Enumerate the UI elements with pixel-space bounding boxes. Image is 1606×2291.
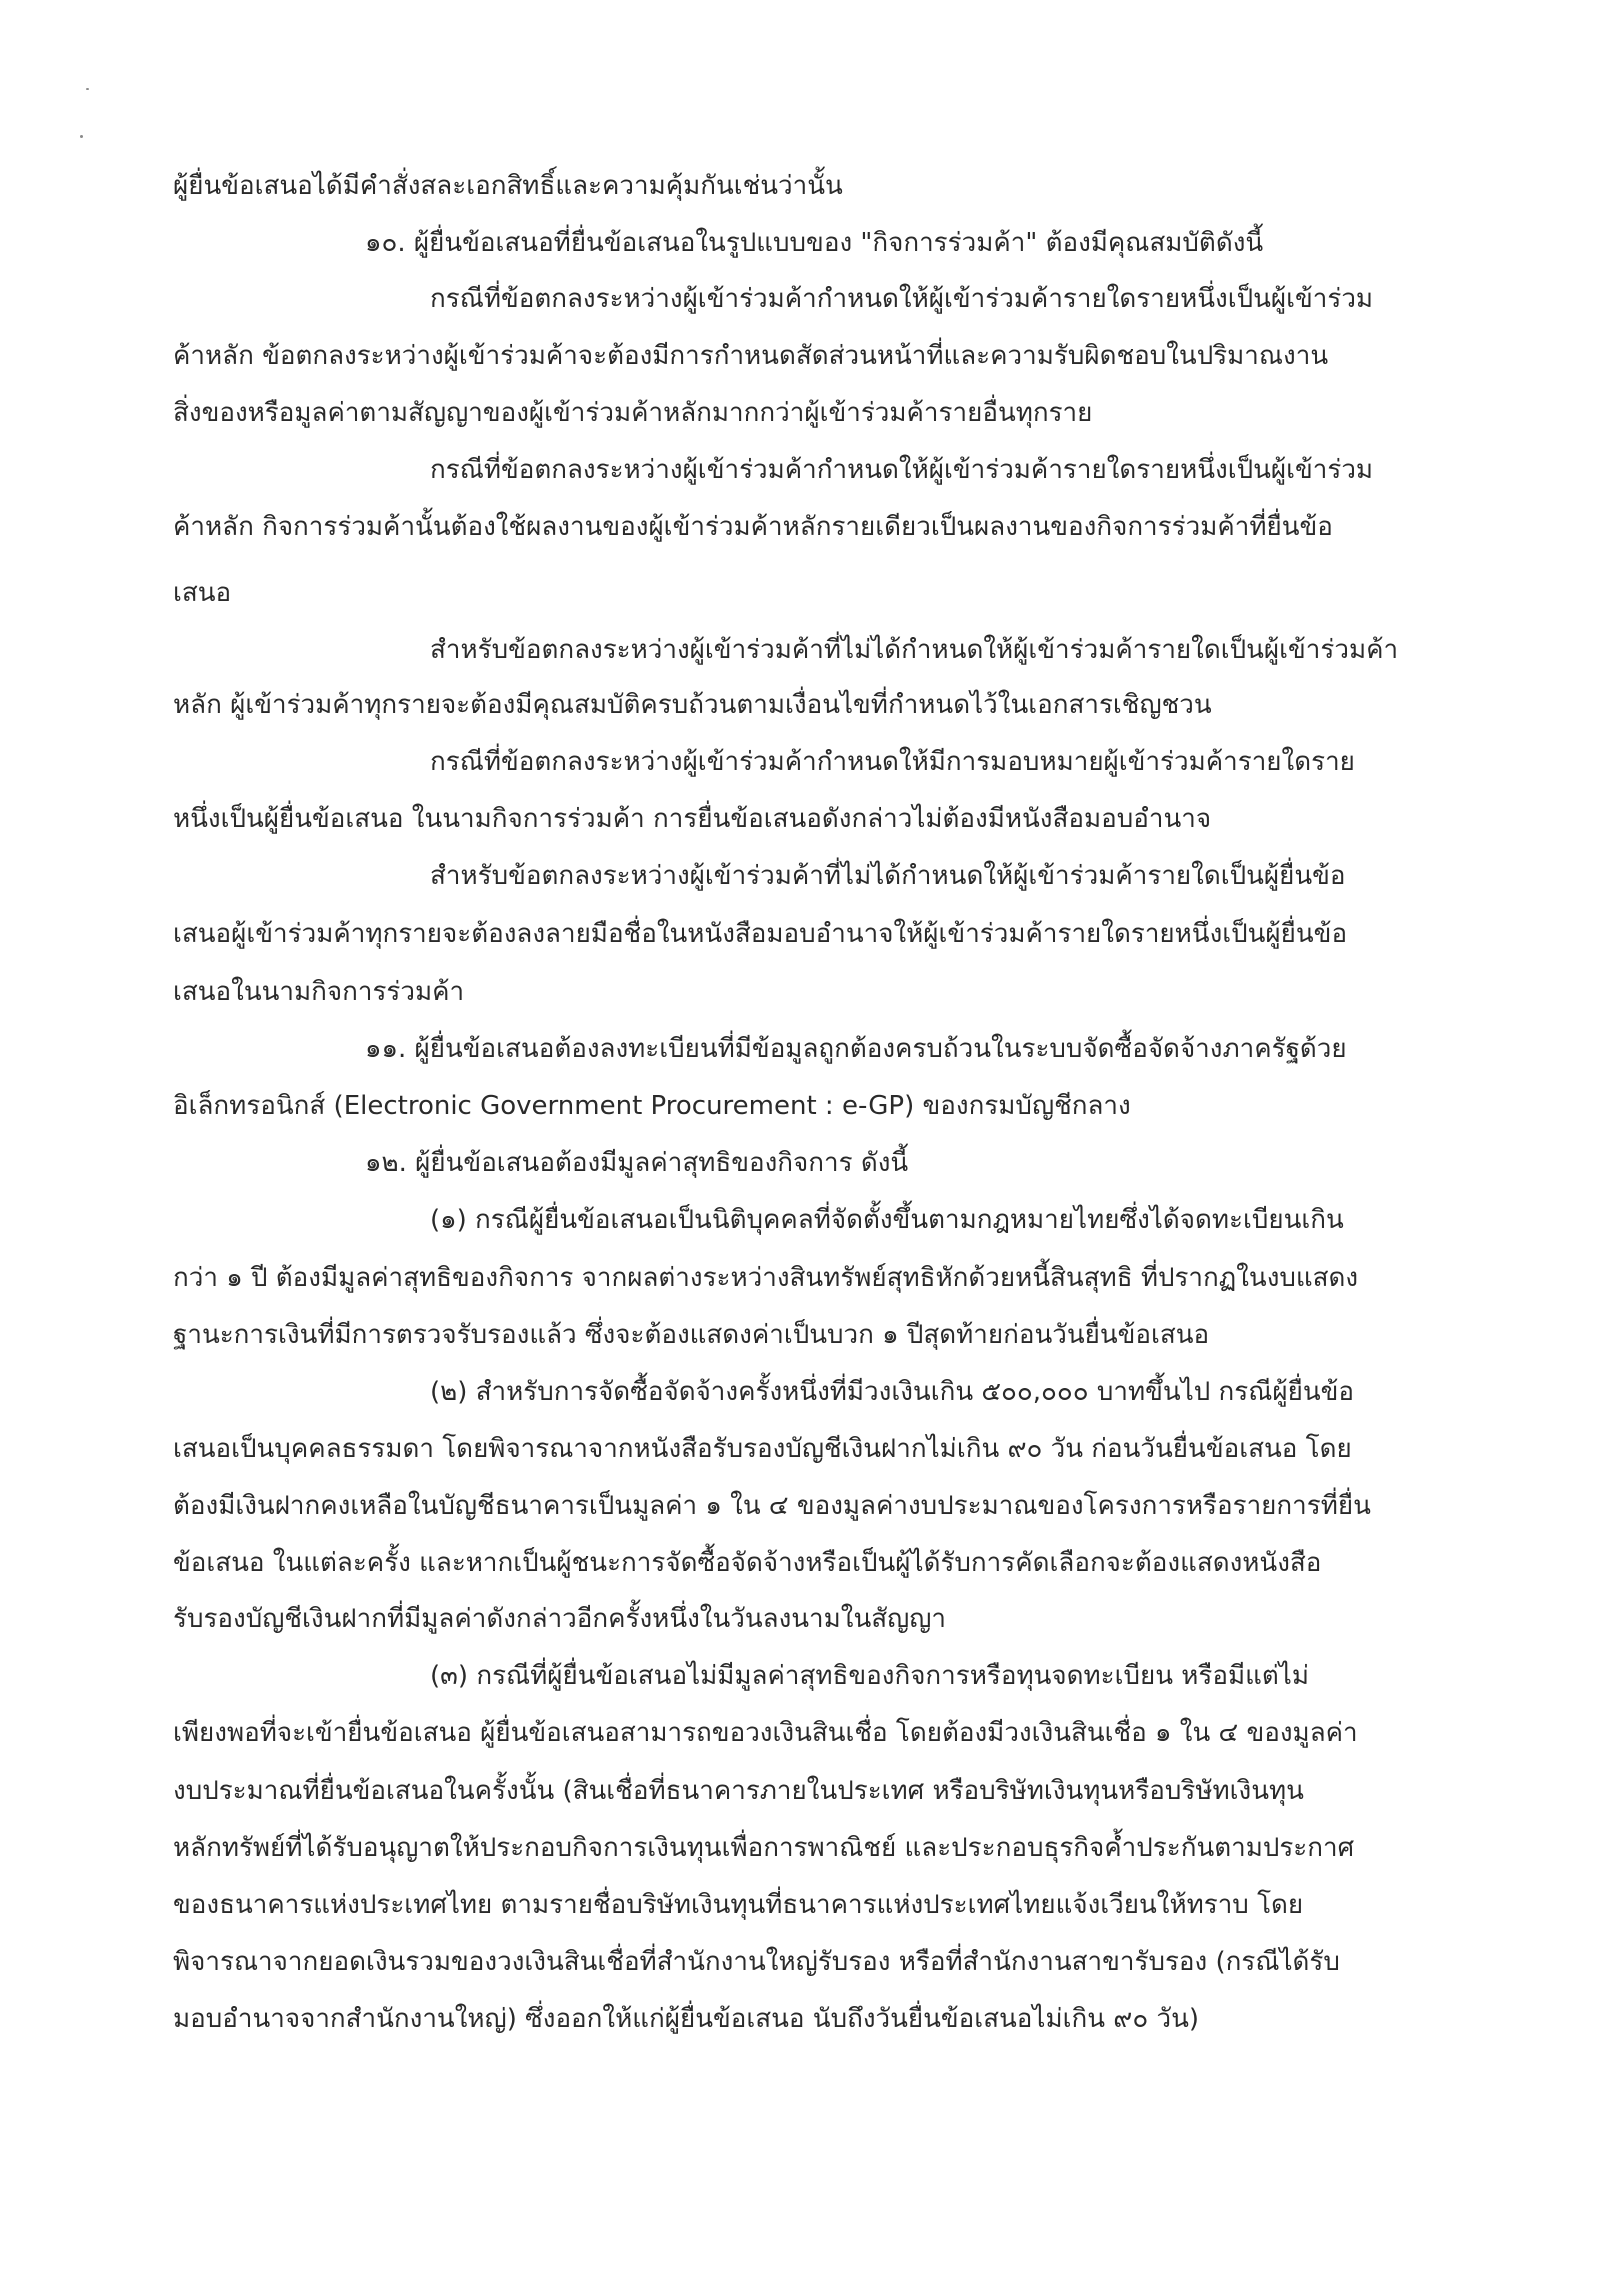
text-line: เสนอผู้เข้าร่วมค้าทุกรายจะต้องลงลายมือชื่อในหนังสือมอบอำนาจให้ผู้เข้าร่วมค้ารายใดรายหนึ่งเป็นผู้ยื่นข้อ xyxy=(173,919,1348,949)
scan-speck xyxy=(80,135,83,138)
text-line: มอบอำนาจจากสำนักงานใหญ่) ซึ่งออกให้แก่ผู้ยื่นข้อเสนอ นับถึงวันยื่นข้อเสนอไม่เกิน ๙๐ วัน) xyxy=(173,2004,1199,2034)
text-line: ๑๐. ผู้ยื่นข้อเสนอที่ยื่นข้อเสนอในรูปแบบของ "กิจการร่วมค้า" ต้องมีคุณสมบัติดังนี้ xyxy=(365,228,1264,258)
text-line: พิจารณาจากยอดเงินรวมของวงเงินสินเชื่อที่สำนักงานใหญ่รับรอง หรือที่สำนักงานสาขารับรอง (กรณีได้รับ xyxy=(173,1947,1340,1977)
text-line: สำหรับข้อตกลงระหว่างผู้เข้าร่วมค้าที่ไม่ได้กำหนดให้ผู้เข้าร่วมค้ารายใดเป็นผู้เข้าร่วมค้า xyxy=(430,635,1399,665)
text-line: เสนอเป็นบุคคลธรรมดา โดยพิจารณาจากหนังสือรับรองบัญชีเงินฝากไม่เกิน ๙๐ วัน ก่อนวันยื่นข้อเสนอ โดย xyxy=(173,1434,1352,1464)
text-line: ๑๑. ผู้ยื่นข้อเสนอต้องลงทะเบียนที่มีข้อมูลถูกต้องครบถ้วนในระบบจัดซื้อจัดจ้างภาครัฐด้วย xyxy=(365,1034,1347,1064)
text-line: เสนอ xyxy=(173,578,232,608)
text-line: (๑) กรณีผู้ยื่นข้อเสนอเป็นนิติบุคคลที่จัดตั้งขึ้นตามกฎหมายไทยซึ่งได้จดทะเบียนเกิน xyxy=(430,1205,1344,1235)
text-line: หลักทรัพย์ที่ได้รับอนุญาตให้ประกอบกิจการเงินทุนเพื่อการพาณิชย์ และประกอบธุรกิจค้ำประกันตามประกาศ xyxy=(173,1833,1355,1863)
text-line: เสนอในนามกิจการร่วมค้า xyxy=(173,977,465,1007)
text-line: สิ่งของหรือมูลค่าตามสัญญาของผู้เข้าร่วมค้าหลักมากกว่าผู้เข้าร่วมค้ารายอื่นทุกราย xyxy=(173,398,1093,428)
text-line: ของธนาคารแห่งประเทศไทย ตามรายชื่อบริษัทเงินทุนที่ธนาคารแห่งประเทศไทยแจ้งเวียนให้ทราบ โดย xyxy=(173,1890,1304,1920)
text-line: ค้าหลัก กิจการร่วมค้านั้นต้องใช้ผลงานของผู้เข้าร่วมค้าหลักรายเดียวเป็นผลงานของกิจการร่วมค้าที่ยื่นข้อ xyxy=(173,512,1333,542)
scan-speck xyxy=(86,88,89,90)
text-line: (๒) สำหรับการจัดซื้อจัดจ้างครั้งหนึ่งที่มีวงเงินเกิน ๕๐๐,๐๐๐ บาทขึ้นไป กรณีผู้ยื่นข้อ xyxy=(430,1377,1355,1407)
text-line: (๓) กรณีที่ผู้ยื่นข้อเสนอไม่มีมูลค่าสุทธิของกิจการหรือทุนจดทะเบียน หรือมีแต่ไม่ xyxy=(430,1661,1309,1691)
text-line: ๑๒. ผู้ยื่นข้อเสนอต้องมีมูลค่าสุทธิของกิจการ ดังนี้ xyxy=(365,1148,909,1178)
text-line: หลัก ผู้เข้าร่วมค้าทุกรายจะต้องมีคุณสมบัติครบถ้วนตามเงื่อนไขที่กำหนดไว้ในเอกสารเชิญชวน xyxy=(173,690,1212,720)
text-line: ค้าหลัก ข้อตกลงระหว่างผู้เข้าร่วมค้าจะต้องมีการกำหนดสัดส่วนหน้าที่และความรับผิดชอบในปริมาณงาน xyxy=(173,341,1329,371)
text-line: หนึ่งเป็นผู้ยื่นข้อเสนอ ในนามกิจการร่วมค้า การยื่นข้อเสนอดังกล่าวไม่ต้องมีหนังสือมอบอำนาจ xyxy=(173,804,1212,834)
text-line: รับรองบัญชีเงินฝากที่มีมูลค่าดังกล่าวอีกครั้งหนึ่งในวันลงนามในสัญญา xyxy=(173,1604,947,1634)
text-line: อิเล็กทรอนิกส์ (Electronic Government Procurement : e-GP) ของกรมบัญชีกลาง xyxy=(173,1091,1131,1121)
text-line: งบประมาณที่ยื่นข้อเสนอในครั้งนั้น (สินเชื่อที่ธนาคารภายในประเทศ หรือบริษัทเงินทุนหรือบริษัทเงินทุน xyxy=(173,1776,1304,1806)
text-line: กรณีที่ข้อตกลงระหว่างผู้เข้าร่วมค้ากำหนดให้ผู้เข้าร่วมค้ารายใดรายหนึ่งเป็นผู้เข้าร่วม xyxy=(430,284,1374,314)
text-line: กว่า ๑ ปี ต้องมีมูลค่าสุทธิของกิจการ จากผลต่างระหว่างสินทรัพย์สุทธิหักด้วยหนี้สินสุทธิ ที่ปรากฏในงบแสดง xyxy=(173,1263,1359,1293)
text-line: กรณีที่ข้อตกลงระหว่างผู้เข้าร่วมค้ากำหนดให้ผู้เข้าร่วมค้ารายใดรายหนึ่งเป็นผู้เข้าร่วม xyxy=(430,455,1374,485)
text-line: ฐานะการเงินที่มีการตรวจรับรองแล้ว ซึ่งจะต้องแสดงค่าเป็นบวก ๑ ปีสุดท้ายก่อนวันยื่นข้อเสนอ xyxy=(173,1320,1210,1350)
text-line: ข้อเสนอ ในแต่ละครั้ง และหากเป็นผู้ชนะการจัดซื้อจัดจ้างหรือเป็นผู้ได้รับการคัดเลือกจะต้องแสดงหนังสือ xyxy=(173,1548,1322,1578)
text-line: ผู้ยื่นข้อเสนอได้มีคำสั่งสละเอกสิทธิ์และความคุ้มกันเช่นว่านั้น xyxy=(173,171,843,201)
text-line: กรณีที่ข้อตกลงระหว่างผู้เข้าร่วมค้ากำหนดให้มีการมอบหมายผู้เข้าร่วมค้ารายใดราย xyxy=(430,747,1355,777)
text-line: เพียงพอที่จะเข้ายื่นข้อเสนอ ผู้ยื่นข้อเสนอสามารถขอวงเงินสินเชื่อ โดยต้องมีวงเงินสินเชื่อ ๑ ใน ๔ ของมูลค่า xyxy=(173,1718,1358,1748)
text-line: ต้องมีเงินฝากคงเหลือในบัญชีธนาคารเป็นมูลค่า ๑ ใน ๔ ของมูลค่างบประมาณของโครงการหรือรายการที่ยื่น xyxy=(173,1491,1371,1521)
text-line: สำหรับข้อตกลงระหว่างผู้เข้าร่วมค้าที่ไม่ได้กำหนดให้ผู้เข้าร่วมค้ารายใดเป็นผู้ยื่นข้อ xyxy=(430,861,1346,891)
